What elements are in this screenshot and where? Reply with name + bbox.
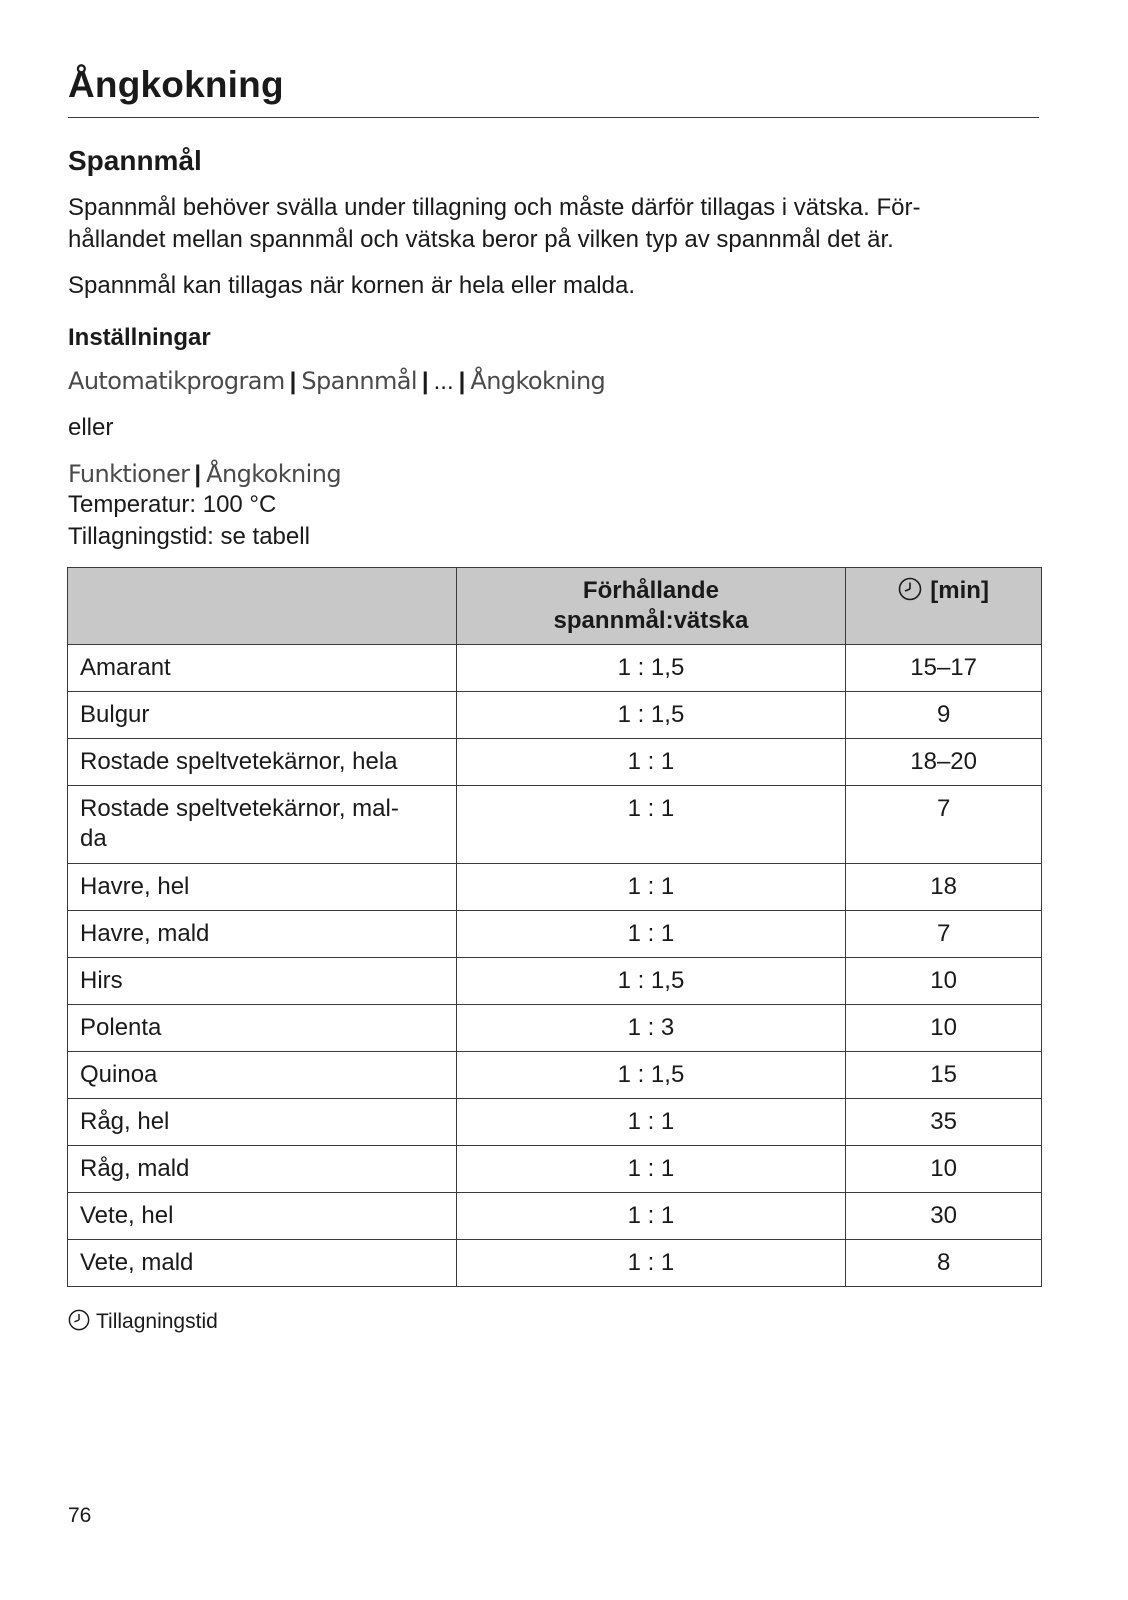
path-separator: | — [421, 368, 429, 395]
grain-ratio: 1 : 1 — [456, 1099, 846, 1146]
grain-ratio: 1 : 1,5 — [456, 692, 846, 739]
grain-ratio: 1 : 1,5 — [456, 645, 846, 692]
grain-name: Rostade speltvetekärnor, hela — [68, 739, 457, 786]
grain-time: 10 — [846, 1146, 1042, 1193]
table-row — [68, 692, 1042, 739]
grain-ratio: 1 : 1 — [456, 911, 846, 958]
title-divider — [68, 117, 1039, 118]
grain-ratio: 1 : 1,5 — [456, 958, 846, 1005]
path-item-angkokning: Ångkokning — [470, 367, 606, 395]
intro-line-2: hållandet mellan spannmål och vätska beror på vilken typ av spannmål det är. — [68, 226, 894, 253]
table-row — [68, 1240, 1042, 1287]
grain-time: 18–20 — [846, 739, 1042, 786]
clock-icon — [898, 577, 922, 601]
path-item-funktioner: Funktioner — [68, 460, 190, 488]
header-ratio — [456, 568, 846, 645]
grain-time: 10 — [846, 958, 1042, 1005]
table-row — [68, 1052, 1042, 1099]
table-row — [68, 911, 1042, 958]
or-text: eller — [68, 414, 114, 441]
grain-ratio: 1 : 1 — [456, 786, 846, 864]
grain-name: Råg, hel — [68, 1099, 457, 1146]
grain-time: 35 — [846, 1099, 1042, 1146]
grain-table — [67, 567, 1042, 1287]
grain-time: 15–17 — [846, 645, 1042, 692]
grain-time: 9 — [846, 692, 1042, 739]
grain-name: Hirs — [68, 958, 457, 1005]
path-separator: | — [194, 461, 202, 488]
settings-label: Inställningar — [68, 324, 211, 351]
settings-path-functions — [68, 459, 341, 490]
grain-time: 7 — [846, 911, 1042, 958]
header-time-label: [min] — [930, 577, 989, 604]
cooking-time-text: Tillagningstid: se tabell — [68, 523, 310, 550]
intro-paragraph — [68, 192, 1028, 256]
grain-ratio: 1 : 1 — [456, 864, 846, 911]
path-separator: | — [458, 368, 466, 395]
intro-line-1: Spannmål behöver svälla under tillagning och måste därför tillagas i vätska. För- — [68, 194, 921, 221]
table-footnote — [68, 1308, 218, 1336]
table-row — [68, 645, 1042, 692]
grain-time: 18 — [846, 864, 1042, 911]
grain-name-line-2: da — [80, 825, 107, 852]
table-row — [68, 1099, 1042, 1146]
table-row — [68, 739, 1042, 786]
temperature-text: Temperatur: 100 °C — [68, 491, 277, 518]
grain-ratio: 1 : 1 — [456, 1146, 846, 1193]
page-number: 76 — [68, 1504, 92, 1527]
table-row — [68, 1005, 1042, 1052]
settings-path-auto — [68, 366, 605, 397]
grain-name — [68, 786, 457, 864]
grain-name: Havre, hel — [68, 864, 457, 911]
table-row — [68, 864, 1042, 911]
header-time — [846, 568, 1042, 645]
grain-time: 10 — [846, 1005, 1042, 1052]
footnote-text: Tillagningstid — [96, 1310, 218, 1333]
table-row — [68, 1146, 1042, 1193]
header-grain — [68, 568, 457, 645]
grain-name: Vete, mald — [68, 1240, 457, 1287]
grain-name: Bulgur — [68, 692, 457, 739]
grain-note-paragraph: Spannmål kan tillagas när kornen är hela eller malda. — [68, 272, 635, 299]
table-header-row — [68, 568, 1042, 645]
header-ratio-line-1: Förhållande — [582, 577, 719, 604]
grain-time: 15 — [846, 1052, 1042, 1099]
grain-ratio: 1 : 3 — [456, 1005, 846, 1052]
path-item-angkokning: Ångkokning — [206, 460, 341, 488]
clock-icon — [68, 1309, 90, 1331]
header-ratio-line-2: spannmål:vätska — [553, 607, 749, 634]
grain-name: Quinoa — [68, 1052, 457, 1099]
grain-time: 8 — [846, 1240, 1042, 1287]
grain-name: Råg, mald — [68, 1146, 457, 1193]
grain-ratio: 1 : 1 — [456, 1240, 846, 1287]
path-item-automatikprogram: Automatikprogram — [68, 367, 285, 395]
table-row — [68, 1193, 1042, 1240]
table-row — [68, 786, 1042, 864]
grain-time: 30 — [846, 1193, 1042, 1240]
path-item-spannmal: Spannmål — [301, 367, 417, 395]
section-heading: Spannmål — [68, 145, 202, 176]
path-separator: | — [289, 368, 297, 395]
grain-name: Vete, hel — [68, 1193, 457, 1240]
path-ellipsis: ... — [433, 368, 454, 395]
grain-name-line-1: Rostade speltvetekärnor, mal- — [80, 795, 399, 822]
grain-ratio: 1 : 1 — [456, 1193, 846, 1240]
grain-name: Polenta — [68, 1005, 457, 1052]
grain-name: Havre, mald — [68, 911, 457, 958]
grain-ratio: 1 : 1,5 — [456, 1052, 846, 1099]
page-title: Ångkokning — [68, 64, 284, 105]
table-row — [68, 958, 1042, 1005]
grain-ratio: 1 : 1 — [456, 739, 846, 786]
grain-time: 7 — [846, 786, 1042, 864]
grain-name: Amarant — [68, 645, 457, 692]
